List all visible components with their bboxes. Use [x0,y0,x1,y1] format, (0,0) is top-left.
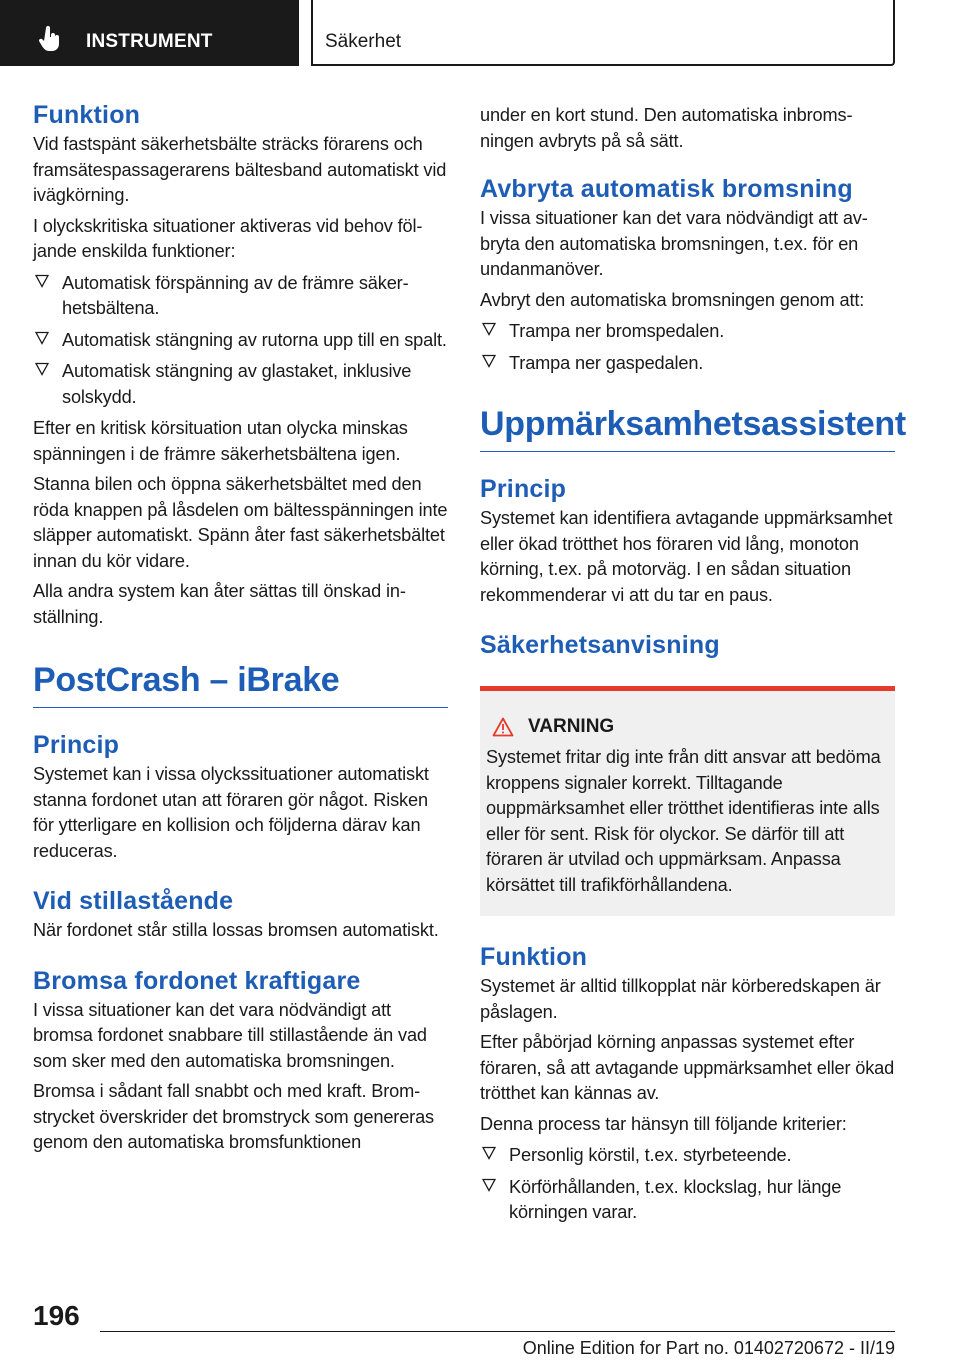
paragraph: Avbryt den automatiska bromsningen genom att: [480,289,865,310]
list-item [480,319,895,345]
page-number: 196 [33,1300,80,1331]
triangle-bullet-icon [482,354,496,368]
section-label: INSTRUMENT [86,31,213,52]
triangle-bullet-icon [35,274,49,288]
footer-divider [100,1331,895,1332]
paragraph: Systemet kan identifiera avtagande uppmärksamhet eller ökad trötthet hos föraren vid lång, monoton körning, t.ex. på motorväg. I en sådan situation rekommenderar vi att du tar en paus. [480,508,893,605]
warning-text: Systemet fritar dig inte från ditt ansvar att bedöma kroppens signaler korrekt. Tilltagande ouppmärksamhet eller trötthet identifieras inte alls eller för sent. Risk för olyckor. Se därför till att föraren är utvilad och uppmärksam. Anpassa körsättet till trafikförhållandena. [486,747,881,895]
list-item [480,1143,895,1169]
warning-header [492,715,889,739]
list-item [33,271,448,322]
paragraph: Efter en kritisk körsituation utan olycka minskas spänningen i de främre säkerhetsbältena igen. [33,418,408,464]
list-item [480,351,895,377]
heading-funktion: Funktion [33,101,141,129]
paragraph: Systemet är alltid tillkopplat när körberedskapen är påslagen. [480,976,881,1022]
paragraph: Systemet kan i vissa olyckssituationer automatiskt stanna fordonet utan att föraren gör något. Risken för ytterligare en kollision och följderna därav kan reduceras. [33,764,429,861]
list-item-text: Automatisk stängning av glastaket, inklusive solskydd. [62,361,412,407]
left-column [33,100,448,1156]
heading-funktion: Funktion [480,943,588,971]
heading-avbryta-bromsning: Avbryta automatisk bromsning [480,175,853,203]
paragraph: När fordonet står stilla lossas bromsen automatiskt. [33,920,439,940]
heading-bromsa-kraftigare: Bromsa fordonet kraftigare [33,966,361,995]
heading-uppmarksamhetsassistent: Uppmärksamhetsassistent [480,404,895,452]
bullet-list [480,1143,895,1226]
paragraph: Denna process tar hänsyn till följande kriterier: [480,1113,847,1134]
warning-box [480,686,895,916]
heading-princip: Princip [480,475,567,503]
paragraph: I vissa situationer kan det vara nödvändigt att bromsa fordonet snabbare till stillastående än vad som sker med den automatiska bromsningen. [33,999,427,1071]
heading-sakerhetsanvisning: Säkerhetsanvisning [480,631,720,659]
footer-edition: Online Edition for Part no. 01402720672 - II/19 [522,1338,895,1358]
right-column [480,100,906,1232]
list-item-text: Personlig körstil, t.ex. styrbeteende. [509,1145,792,1165]
heading-princip: Princip [33,731,120,759]
heading-postcrash-ibrake: PostCrash – iBrake [33,660,448,708]
paragraph: I olyckskritiska situationer aktiveras vid behov följande enskilda funktioner: [33,215,423,261]
triangle-bullet-icon [482,1178,496,1192]
list-item-text: Automatisk stängning av rutorna upp till en spalt. [62,329,447,350]
paragraph: I vissa situationer kan det vara nödvändigt att avbryta den automatiska bromsningen, t.ex. för en undanmanöver. [480,208,868,279]
bullet-list [33,271,448,411]
triangle-bullet-icon [482,322,496,336]
list-item-text: Automatisk förspänning av de främre säkerhetsbältena. [62,272,409,318]
page-header [0,0,960,66]
list-item-text: Körförhållanden, t.ex. klockslag, hur länge körningen varar. [509,1176,842,1222]
list-item-text: Trampa ner bromspedalen. [509,321,725,341]
paragraph: under en kort stund. Den automatiska inbromsningen avbryts på så sätt. [480,105,853,151]
paragraph: Bromsa i sådant fall snabbt och med kraft. Bromstrycket överskrider det bromstryck som genereras genom den automatiska bromsfunktionen [33,1081,434,1152]
bullet-list [480,319,895,376]
hand-pointer-icon [38,26,62,52]
triangle-bullet-icon [35,362,49,376]
paragraph: Alla andra system kan åter sättas till önskad inställning. [33,581,406,627]
warning-label: VARNING [528,716,615,737]
paragraph: Efter påbörjad körning anpassas systemet efter föraren, så att avtagande uppmärksamhet eller ökad trötthet kan kännas av. [480,1032,895,1103]
list-item [33,359,448,410]
list-item [480,1175,895,1226]
heading-vid-stillastaende: Vid stillastående [33,887,234,915]
paragraph: Vid fastspänt säkerhetsbälte sträcks förarens och framsätespassagerarens bältesband automatiskt vid ivägkörning. [33,134,447,205]
triangle-bullet-icon [482,1146,496,1160]
list-item-text: Trampa ner gaspedalen. [509,352,704,373]
triangle-bullet-icon [35,331,49,345]
page-title: Säkerhet [325,31,402,52]
paragraph: Stanna bilen och öppna säkerhetsbältet med den röda knappen på låsdelen om bältesspänningen inte släpper automatiskt. Spänn åter fast säkerhetsbältet innan du kör vidare. [33,474,448,571]
warning-triangle-icon [492,717,514,737]
list-item [33,328,448,354]
